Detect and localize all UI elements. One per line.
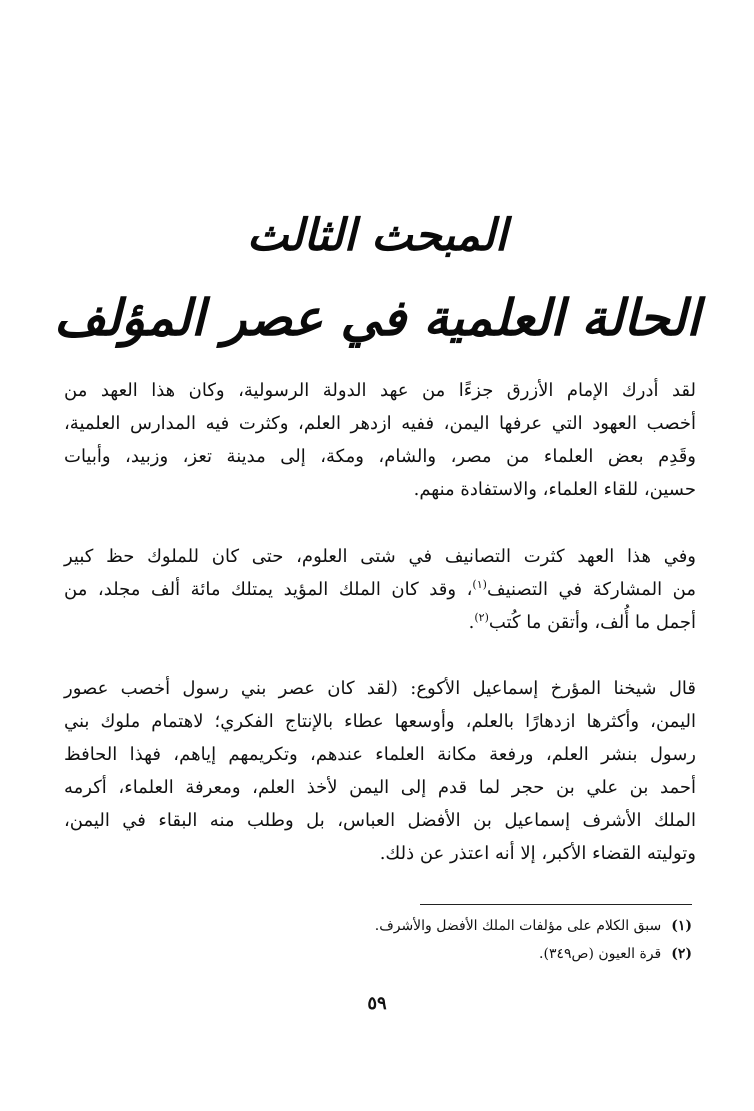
- paragraph-line: [64, 606, 696, 639]
- footnote-reference-2[interactable]: (٢): [474, 611, 489, 624]
- paragraph-text: من المشاركة في التصنيف: [486, 579, 696, 600]
- paragraph-line: حسين، للقاء العلماء، والاستفادة منهم.: [413, 479, 696, 500]
- footnote-reference-1[interactable]: (١): [472, 578, 487, 591]
- paragraph-line: قال شيخنا المؤرخ إسماعيل الأكوع: (لقد كان عصر بني رسول أخصب عصور: [64, 678, 696, 699]
- footnote-text: سبق الكلام على مؤلفات الملك الأفضل والأشرف.: [374, 918, 662, 934]
- paragraph-line: أخصب العهود التي عرفها اليمن، ففيه ازدهر العلم، وكثرت فيه المدارس العلمية،: [64, 413, 696, 434]
- page-number: ٥٩: [367, 993, 387, 1014]
- footnote-text: قرة العيون (ص٣٤٩).: [539, 946, 662, 962]
- paragraph-text: .: [468, 612, 475, 633]
- paragraph-2: [64, 540, 696, 639]
- paragraph-line: لقد أدرك الإمام الأزرق جزءًا من عهد الدولة الرسولية، وكان هذا العهد من: [64, 380, 696, 401]
- paragraph-3: [64, 672, 696, 870]
- footnote-divider: [420, 904, 692, 905]
- paragraph-line: [64, 573, 696, 606]
- paragraph-1: [64, 374, 696, 506]
- footnote-number: (٢): [671, 946, 692, 962]
- paragraph-line: الملك الأشرف إسماعيل بن الأفضل العباس، بل وطلب منه البقاء في اليمن،: [64, 810, 696, 831]
- paragraph-line: رسول بنشر العلم، ورفعة مكانة العلماء عندهم، وتكريمهم إياهم، فهذا الحافظ: [64, 744, 696, 765]
- paragraph-text: ، وقد كان الملك المؤيد يمتلك مائة ألف مجلد، من: [64, 579, 473, 600]
- paragraph-line: وقَدِم بعض العلماء من مصر، والشام، ومكة، إلى مدينة تعز، وزبيد، وأبيات: [64, 446, 696, 467]
- paragraph-line: وتوليته القضاء الأكبر، إلا أنه اعتذر عن ذلك.: [379, 843, 696, 864]
- paragraph-line: وفي هذا العهد كثرت التصانيف في شتى العلوم، حتى كان للملوك حظ كبير: [64, 546, 696, 567]
- footnotes: [192, 912, 692, 968]
- paragraph-text: أجمل ما أُلف، وأتقن ما كُتب: [488, 612, 696, 633]
- section-heading: المبحث الثالث: [246, 210, 508, 261]
- paragraph-line: أحمد بن علي بن حجر لما قدم إلى اليمن لأخذ العلم، ومعرفة العلماء، أكرمه: [64, 777, 696, 798]
- paragraph-line: اليمن، وأكثرها ازدهارًا بالعلم، وأوسعها عطاء بالإنتاج الفكري؛ لاهتمام ملوك بني: [64, 711, 696, 732]
- footnote-number: (١): [671, 918, 692, 934]
- chapter-title: الحالة العلمية في عصر المؤلف: [53, 288, 701, 347]
- footnote-2: [192, 940, 692, 968]
- footnote-1: [192, 912, 692, 940]
